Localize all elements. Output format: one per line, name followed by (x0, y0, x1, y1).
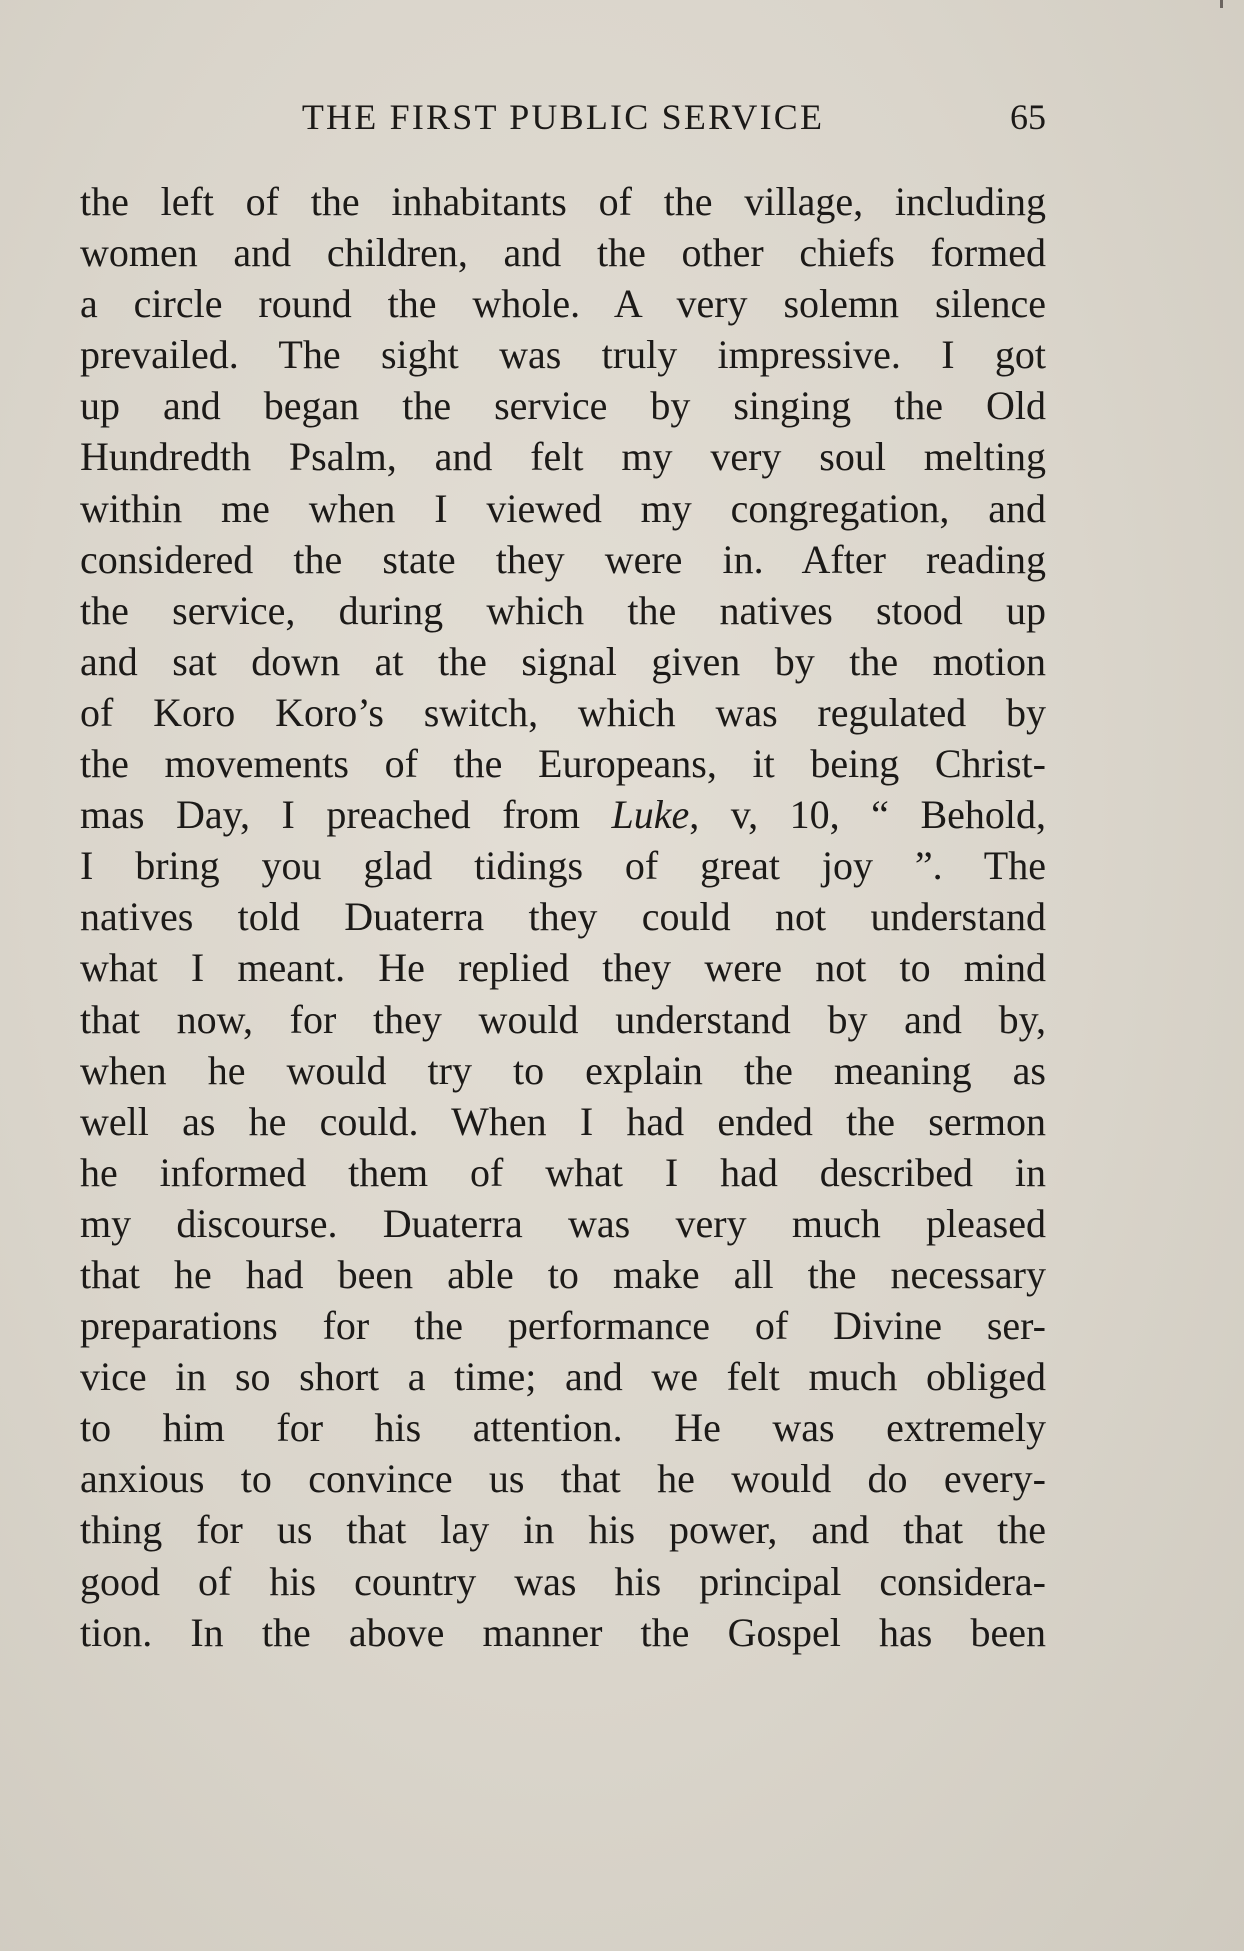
text-line: my discourse. Duaterra was very much pleased (80, 1200, 1046, 1246)
text-line: when he would try to explain the meaning as (80, 1047, 1046, 1093)
text-line: I bring you glad tidings of great joy ”. The (80, 843, 1046, 889)
text-line: of Koro Koro’s switch, which was regulated by (80, 689, 1046, 735)
body-text (80, 176, 1046, 1658)
text-line: and sat down at the signal given by the motion (80, 638, 1046, 684)
text-line: within me when I viewed my congregation, and (80, 485, 1046, 531)
text-line: prevailed. The sight was truly impressive. I got (80, 332, 1046, 378)
text-line: he informed them of what I had described in (80, 1149, 1046, 1195)
text-line: anxious to convince us that he would do every- (80, 1456, 1046, 1502)
running-title: THE FIRST PUBLIC SERVICE (301, 97, 825, 137)
text-line: considered the state they were in. After reading (80, 536, 1046, 582)
text-line: the service, during which the natives stood up (80, 587, 1046, 633)
text-line: preparations for the performance of Divine ser- (80, 1303, 1046, 1349)
text-line: good of his country was his principal considera- (80, 1558, 1046, 1604)
text-line: vice in so short a time; and we felt much obliged (80, 1354, 1046, 1400)
text-line: that now, for they would understand by and by, (80, 996, 1046, 1042)
text-line: tion. In the above manner the Gospel has been (80, 1609, 1046, 1655)
text-line: the left of the inhabitants of the village, including (80, 179, 1046, 224)
text-line: well as he could. When I had ended the sermon (80, 1098, 1046, 1144)
text-line: the movements of the Europeans, it being Christ- (80, 741, 1046, 787)
text-line: mas Day, I preached from Luke, v, 10, “ Behold, (80, 792, 1046, 838)
page-number: 65 (1010, 97, 1046, 137)
text-line: what I meant. He replied they were not to mind (80, 945, 1046, 991)
text-line: that he had been able to make all the necessary (80, 1251, 1046, 1297)
text-line: thing for us that lay in his power, and that the (80, 1507, 1046, 1553)
text-line: women and children, and the other chiefs formed (80, 230, 1046, 276)
text-line: natives told Duaterra they could not understand (80, 894, 1046, 940)
text-line: a circle round the whole. A very solemn silence (80, 281, 1046, 327)
text-line: up and began the service by singing the Old (80, 383, 1046, 429)
text-line: to him for his attention. He was extremely (80, 1405, 1046, 1451)
page-edge-mark (1220, 0, 1223, 8)
running-head (80, 92, 1046, 142)
text-line: Hundredth Psalm, and felt my very soul melting (80, 434, 1046, 480)
italic-book-title: Luke (611, 792, 690, 838)
